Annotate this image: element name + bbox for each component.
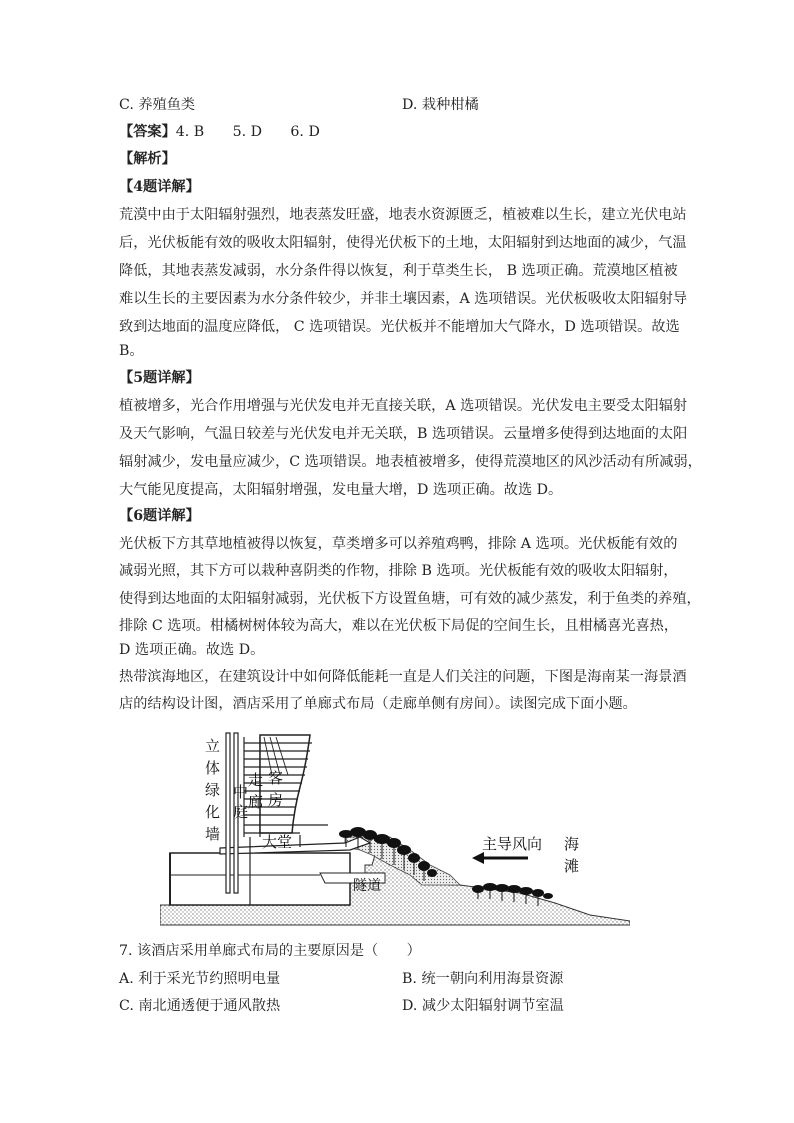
- q7-stem: 7. 该酒店采用单廊式布局的主要原因是（ ）: [119, 943, 421, 959]
- q4-line: 降低，其地表蒸发减弱，水分条件得以恢复，利于草类生长， B 选项正确。荒漠地区植被: [119, 263, 678, 279]
- q7-option-a: A. 利于采光节约照明电量: [119, 971, 281, 987]
- option-d-prev: D. 栽种柑橘: [402, 97, 479, 113]
- q7-option-c: C. 南北通透便于通风散热: [119, 998, 281, 1014]
- q7-option-b: B. 统一朝向利用海景资源: [402, 971, 564, 987]
- label-courtyard: 中: [233, 783, 249, 801]
- q4-line: B。: [119, 343, 144, 359]
- label-lobby: 大堂: [262, 833, 293, 851]
- q4-line: 致到达地面的温度应降低， C 选项错误。光伏板并不能增加大气降水，D 选项错误。故选: [119, 319, 680, 335]
- label-corridor: 走: [248, 771, 264, 789]
- hotel-structure-svg: [160, 725, 630, 930]
- answer-label: 【答案】: [119, 124, 176, 140]
- label-wall: 体: [205, 759, 221, 777]
- q6-line: 光伏板下方其草地植被得以恢复，草类增多可以养殖鸡鸭，排除 A 选项。光伏板能有效的: [119, 536, 678, 552]
- green-wall-post: [226, 733, 230, 893]
- q6-line: 使得到达地面的太阳辐射减弱，光伏板下方设置鱼塘，可有效的减少蒸发，利于鱼类的养殖，: [119, 591, 701, 607]
- answer-line: [119, 122, 320, 142]
- label-wall: 化: [205, 803, 221, 821]
- q6-heading: 【6题详解】: [119, 508, 200, 524]
- label-room: 客: [268, 769, 284, 787]
- q4-line: 荒漠中由于太阳辐射强烈，地表蒸发旺盛，地表水资源匮乏，植被难以生长，建立光伏电站: [119, 207, 687, 223]
- q6-line: 排除 C 选项。柑橘树树体较为高大，难以在光伏板下局促的空间生长，且柑橘喜光喜热，: [119, 618, 679, 634]
- option-c-prev: C. 养殖鱼类: [119, 97, 196, 113]
- label-wall: 立: [205, 737, 221, 755]
- q5-line: 辐射减少，发电量应减少，C 选项错误。地表植被增多，使得荒漠地区的风沙活动有所减弱，: [119, 454, 702, 470]
- answer-values: 4. B 5. D 6. D: [175, 124, 320, 140]
- label-wall: 墙: [205, 825, 221, 843]
- hotel-structure-diagram: [160, 725, 630, 930]
- label-wind: 主导风向: [482, 835, 543, 853]
- label-courtyard: 庭: [233, 803, 249, 821]
- q6-line: 减弱光照，其下方可以栽种喜阴类的作物，排除 B 选项。光伏板能有效的吸收太阳辐射，: [119, 563, 678, 579]
- analysis-label: 【解析】: [119, 151, 176, 167]
- q5-heading: 【5题详解】: [119, 370, 200, 386]
- q5-line: 及天气影响，气温日较差与光伏发电并无关联，B 选项错误。云量增多使得到达地面的太阳: [119, 426, 688, 442]
- q5-line: 植被增多，光合作用增强与光伏发电并无直接关联，A 选项错误。光伏发电主要受太阳辐射: [119, 398, 688, 414]
- intro-line: 店的结构设计图，酒店采用了单廊式布局（走廊单侧有房间）。读图完成下面小题。: [119, 696, 637, 712]
- q4-line: 后，光伏板能有效的吸收太阳辐射，使得光伏板下的土地，太阳辐射到达地面的减少，气温: [119, 235, 687, 251]
- label-beach: 滩: [564, 857, 580, 875]
- wind-direction-arrow: [472, 852, 528, 864]
- intro-line: 热带滨海地区，在建筑设计中如何降低能耗一直是人们关注的问题，下图是海南某一海景酒: [119, 669, 687, 685]
- q6-line: D 选项正确。故选 D。: [119, 642, 265, 658]
- label-corridor: 廊: [248, 793, 264, 811]
- label-wall: 绿: [205, 781, 221, 799]
- label-tunnel: 隧道: [353, 878, 381, 894]
- q4-heading: 【4题详解】: [119, 179, 200, 195]
- q7-option-d: D. 减少太阳辐射调节室温: [402, 998, 564, 1014]
- label-room: 房: [268, 791, 284, 809]
- q4-line: 难以生长的主要因素为水分条件较少，并非土壤因素，A 选项错误。光伏板吸收太阳辐射导: [119, 291, 688, 307]
- q5-line: 大气能见度提高，太阳辐射增强，发电量大增，D 选项正确。故选 D。: [119, 482, 563, 498]
- label-beach: 海: [564, 835, 580, 853]
